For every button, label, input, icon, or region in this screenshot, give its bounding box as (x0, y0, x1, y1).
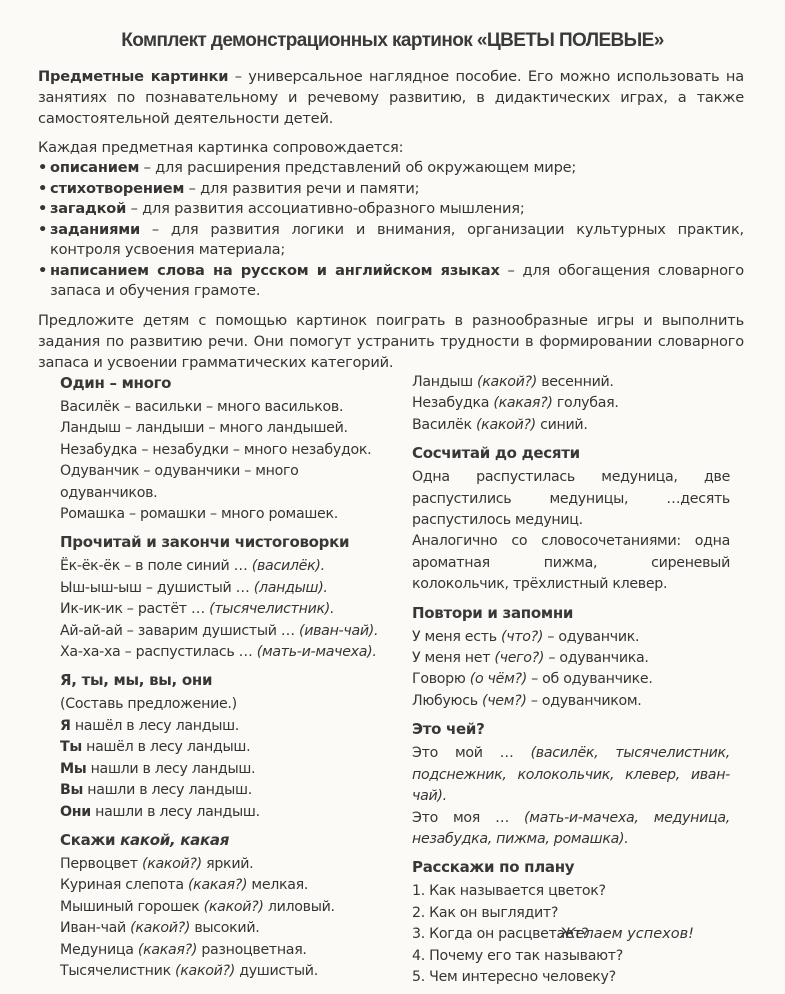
text-segment: Ромашка – ромашки – много ромашек. (60, 506, 338, 523)
text-segment: нашли в лесу ландыш. (90, 803, 260, 820)
section-rasskazhi (412, 856, 730, 988)
text-segment: Ик-ик-ик – растёт … (60, 601, 210, 618)
text-segment: (иван-чай). (298, 622, 379, 639)
text-segment: Сосчитай до десяти (412, 444, 580, 463)
text-segment: 4. Почему его так называют? (412, 947, 623, 964)
section-chistogovorki (60, 531, 400, 663)
text-line (60, 780, 400, 801)
closing-wish: Желаем успехов! (560, 926, 694, 942)
text-line (60, 961, 400, 982)
text-segment: (какой?) (477, 374, 537, 390)
text-segment: (какой?) (175, 962, 235, 979)
list-item-text: – для развития речи и памяти; (184, 179, 420, 197)
text-segment: Ай-ай-ай – заварим душистый … (60, 622, 299, 639)
text-segment: (что?) (500, 628, 544, 645)
text-segment: (мать-и-мачеха, медуница, незабудка, пижма, ромашка). (412, 809, 730, 847)
text-line (60, 418, 400, 439)
text-line (60, 737, 400, 758)
text-line (60, 556, 400, 577)
text-segment: (какая?) (493, 395, 553, 412)
intro-text: – универсальное наглядное пособие. Его можно использовать на занятиях по познавательному и речевому развитию, в дидактических играх, а также самостоятельной деятельности детей. (38, 68, 745, 127)
text-segment: У меня есть (412, 628, 501, 645)
list-item-text: – для обогащения словарного запаса и обучения грамоте. (50, 261, 745, 299)
list-item-text: – для развития логики и внимания, организации культурных практик, контроля усвоения материала; (50, 220, 744, 258)
text-segment: Ты (60, 739, 82, 756)
text-segment: Иван-чай (60, 920, 131, 937)
text-segment: весенний. (536, 374, 614, 390)
text-segment: Расскажи по плану (412, 858, 575, 877)
list-item (38, 158, 744, 179)
section-odin-mnogo (60, 372, 400, 525)
list-item-term: описанием (50, 159, 140, 176)
text-segment: Это чей? (412, 720, 485, 739)
text-segment: (василёк). (251, 558, 325, 575)
section-heading (412, 442, 730, 464)
text-line (412, 743, 730, 807)
list-item-term: загадкой (50, 200, 127, 217)
text-segment: 5. Чем интересно человеку? (412, 968, 616, 985)
section-soschitay (412, 442, 730, 595)
text-line (60, 440, 400, 461)
text-segment: нашли в лесу ландыш. (83, 782, 252, 799)
page-title: Комплект демонстрационных картинок «ЦВЕТЫ ПОЛЕВЫЕ» (121, 30, 664, 51)
text-segment: Тысячелистник (60, 962, 176, 979)
text-line (60, 599, 400, 620)
text-segment: Медуница (60, 941, 138, 958)
text-line (412, 946, 730, 967)
text-line (412, 691, 730, 712)
text-line (60, 918, 400, 939)
text-segment: (какая?) (137, 941, 198, 958)
text-line (60, 854, 400, 875)
text-segment: (Составь предложение.) (60, 696, 237, 713)
text-segment: Ландыш – ландыши – много ландышей. (60, 420, 348, 437)
left-column (60, 372, 400, 988)
text-segment: Скажи (60, 830, 121, 849)
text-segment: – одуванчик. (543, 628, 640, 645)
text-segment: Василёк (412, 416, 476, 433)
intro-lead: Предметные картинки (38, 68, 229, 85)
text-segment: Василёк – васильки – много васильков. (60, 399, 344, 415)
text-line (60, 802, 400, 823)
intro (38, 66, 744, 381)
text-line (412, 967, 730, 988)
text-segment: Куриная слепота (60, 877, 188, 894)
text-segment: (тысячелистник). (209, 601, 335, 618)
text-segment: 2. Как он выглядит? (412, 904, 559, 921)
section-skazhi-kakoy-cont (412, 372, 730, 436)
text-segment: Повтори и запомни (412, 603, 574, 622)
section-skazhi-kakoy (60, 829, 400, 982)
text-segment: Вы (60, 782, 84, 799)
text-segment: нашёл в лесу ландыш. (81, 739, 251, 756)
text-line (412, 669, 730, 690)
text-segment: яркий. (201, 855, 254, 872)
text-segment: Это мой … (412, 745, 531, 762)
text-segment: 1. Как называется цветок? (412, 883, 606, 900)
section-heading (60, 372, 400, 394)
section-heading (60, 531, 400, 553)
text-segment: Незабудка (412, 395, 494, 412)
text-segment: Одна распустилась медуница, две распустились медуницы, …десять распустилось медуниц. (412, 469, 730, 529)
text-line (60, 694, 400, 715)
text-segment: синий. (535, 416, 588, 433)
text-line (60, 875, 400, 896)
text-segment: Один – много (60, 374, 172, 392)
text-line (60, 621, 400, 642)
text-segment: – об одуванчике. (526, 671, 653, 688)
list-item-text: – для расширения представлений об окружающем мире; (139, 159, 577, 176)
text-segment: нашли в лесу ландыш. (86, 760, 256, 777)
intro-paragraph (38, 66, 744, 129)
text-line (412, 808, 730, 851)
text-segment: (чего?) (494, 650, 545, 667)
text-segment: (какая?) (187, 877, 248, 894)
text-segment: (какой?) (141, 855, 202, 872)
section-heading (412, 718, 730, 740)
text-segment: какой, какая (120, 830, 230, 849)
text-segment: Это моя … (412, 809, 525, 826)
feature-list (38, 158, 744, 302)
text-segment: высокий. (190, 920, 260, 937)
text-line (412, 627, 730, 648)
text-segment: (какой?) (475, 416, 536, 433)
text-segment: нашёл в лесу ландыш. (70, 717, 240, 734)
text-line (60, 716, 400, 737)
list-item-term: написанием слова на русском и английском языках (50, 261, 500, 279)
right-column (412, 372, 730, 994)
text-segment: голубая. (552, 395, 619, 412)
list-item-term: стихотворением (50, 179, 185, 197)
text-segment: Любуюсь (412, 692, 482, 709)
section-heading (60, 829, 400, 851)
text-line (412, 903, 730, 924)
text-line (412, 393, 730, 414)
section-heading (412, 602, 730, 624)
text-line (412, 415, 730, 436)
text-segment: Первоцвет (60, 855, 142, 872)
text-segment: У меня нет (412, 650, 495, 667)
text-line (412, 881, 730, 902)
text-segment: (мать-и-мачеха). (256, 644, 377, 661)
list-item (38, 179, 744, 200)
list-item-term: заданиями (50, 220, 140, 238)
text-segment: (о чём?) (469, 671, 527, 688)
text-segment: – одуванчика. (544, 650, 649, 667)
text-line (60, 397, 400, 418)
text-segment: Они (60, 803, 91, 820)
text-segment: Ха-ха-ха – распустилась … (60, 644, 257, 661)
section-heading (412, 856, 730, 878)
text-segment: Я (60, 717, 71, 734)
text-line (412, 531, 730, 595)
text-line (60, 897, 400, 918)
text-segment: (какой?) (203, 898, 264, 915)
text-line (60, 642, 400, 663)
text-segment: Говорю (412, 671, 470, 688)
text-segment: (какой?) (130, 920, 191, 937)
text-segment: Аналогично со словосочетаниями: одна ароматная пижма, сиреневый колокольчик, трёхлистный клевер. (412, 533, 730, 593)
text-segment: душистый. (234, 962, 318, 979)
text-line (412, 467, 730, 531)
section-povtori (412, 602, 730, 713)
text-line (60, 940, 400, 961)
text-segment: разноцветная. (197, 941, 307, 958)
text-line (412, 372, 730, 393)
text-segment: Мышиный горошек (60, 898, 204, 915)
text-segment: мелкая. (247, 877, 309, 894)
text-segment: лиловый. (263, 898, 335, 915)
closing-paragraph: Предложите детям с помощью картинок поиграть в разнообразные игры и выполнить задания по развитию речи. Они помогут устранить трудности в формировании словарного запаса и усвоении грамматических категорий. (38, 311, 744, 371)
list-intro: Каждая предметная картинка сопровождается: (38, 139, 404, 156)
list-item (38, 261, 744, 302)
text-line (412, 648, 730, 669)
list-item (38, 199, 744, 220)
section-pronouns (60, 669, 400, 822)
text-segment: (чем?) (481, 692, 527, 709)
text-segment: – одуванчиком. (526, 692, 642, 709)
text-segment: Мы (60, 760, 87, 777)
text-segment: 3. Когда он расцветает? (412, 926, 589, 943)
text-line (60, 504, 400, 525)
text-segment: Одуванчик – одуванчики – много одуванчиков. (60, 463, 299, 501)
section-eto-chey (412, 718, 730, 850)
text-segment: Ландыш (412, 374, 478, 390)
text-segment: Прочитай и закончи чистоговорки (60, 533, 350, 552)
list-item-text: – для развития ассоциативно-образного мышления; (126, 200, 525, 217)
text-line (60, 578, 400, 599)
list-item (38, 220, 744, 261)
text-segment: Ёк-ёк-ёк – в поле синий … (60, 558, 252, 575)
text-segment: Незабудка – незабудки – много незабудок. (60, 441, 372, 458)
text-line (60, 461, 400, 504)
section-heading (60, 669, 400, 691)
text-segment: (василёк, тысячелистник, подснежник, колокольчик, клевер, иван-чай). (412, 745, 730, 805)
text-segment: (ландыш). (253, 579, 328, 596)
text-line (60, 759, 400, 780)
text-segment: Ыш-ыш-ыш – душистый … (60, 579, 254, 596)
text-segment: Я, ты, мы, вы, они (60, 671, 213, 690)
